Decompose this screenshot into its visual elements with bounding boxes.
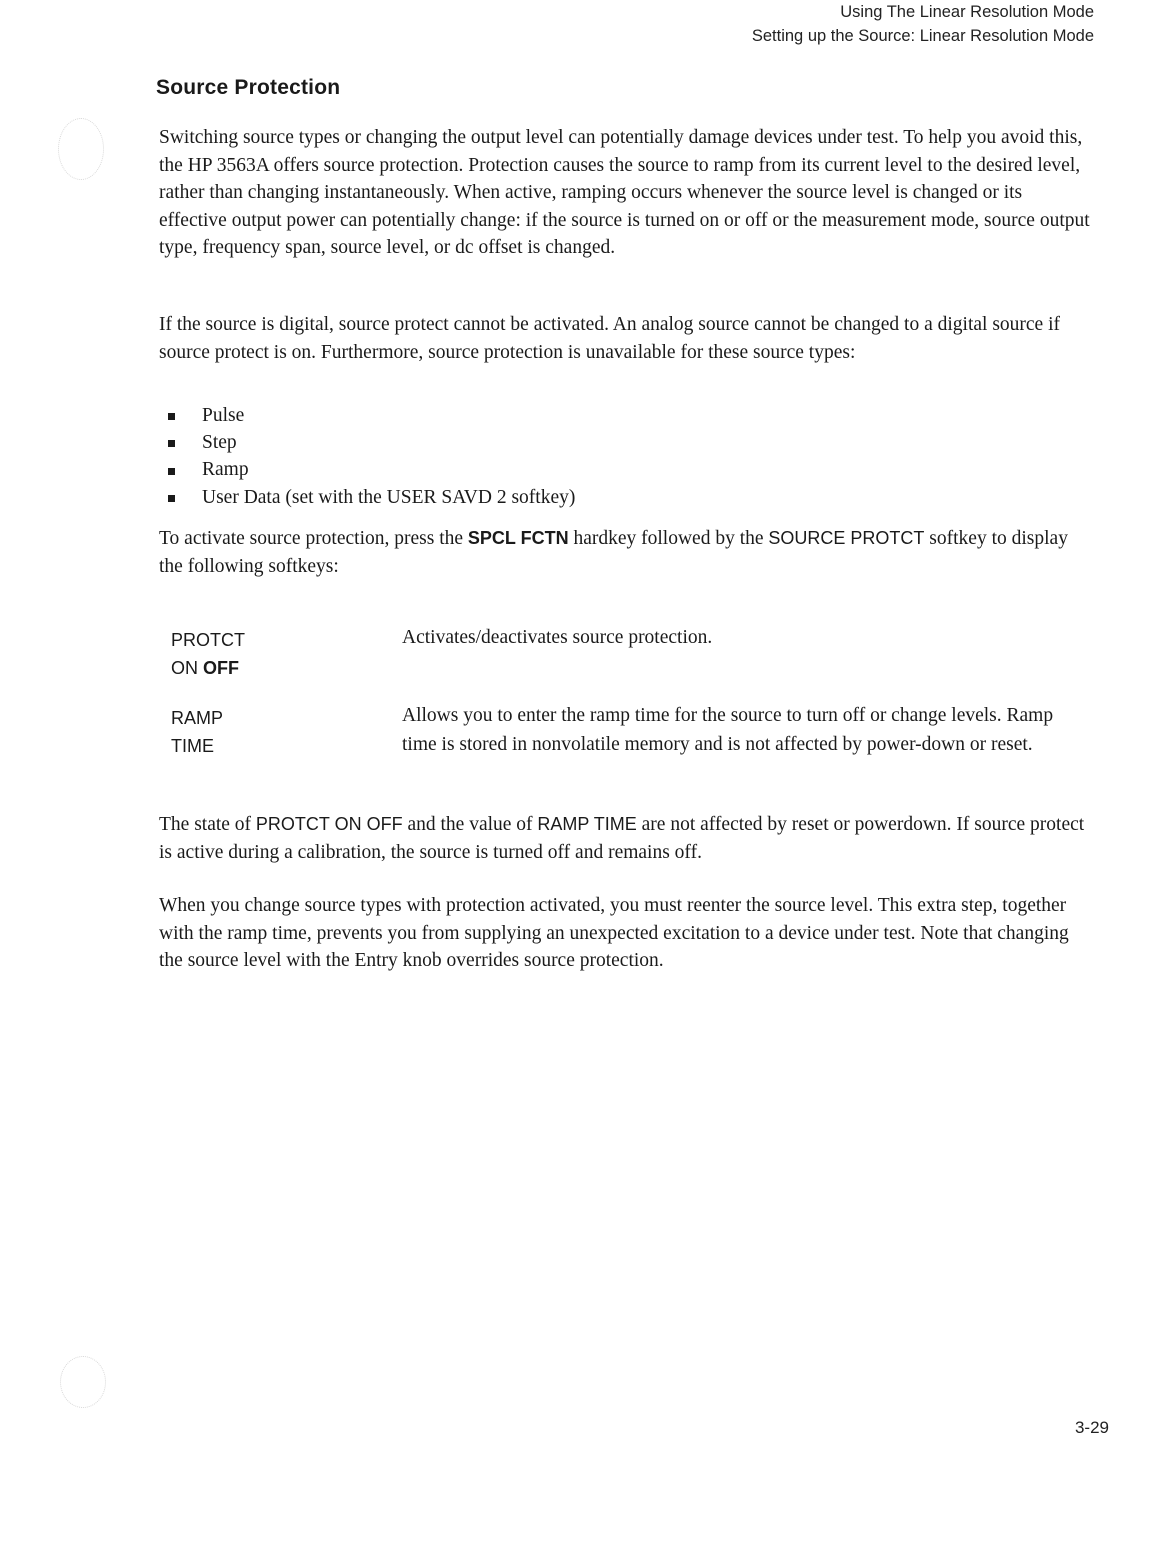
softkey-description: Activates/deactivates source protection.: [402, 627, 713, 648]
softkey-ramp-time: RAMP TIME: [537, 814, 637, 834]
source-change-paragraph: When you change source types with protection activated, you must reenter the source level. This extra step, together with the ramp time, prevents you from supplying an unexpected excitation to a device under test. Note that changing the source level with the Entry knob overrides source protection.: [159, 895, 1069, 971]
running-head: [752, 0, 1094, 48]
softkey-protct-on-off: PROTCT ON OFF: [255, 814, 403, 834]
softkey-source-protct: SOURCE PROTCT: [768, 528, 925, 548]
list-item-text: Step: [202, 432, 237, 454]
softkey-description: Allows you to enter the ramp time for the source to turn off or change levels. Ramp time is stored in nonvolatile memory and is not affected by power-down or reset.: [402, 705, 1054, 755]
state-text-before: The state of: [159, 814, 256, 835]
softkey-label-line: TIME: [171, 736, 214, 756]
softkey-label-line: PROTCT: [171, 630, 245, 650]
softkey-label: [171, 626, 371, 682]
list-item: [168, 456, 575, 483]
state-paragraph: [159, 811, 1094, 866]
list-item-text: Ramp: [202, 459, 249, 481]
softkey-label-line: [171, 654, 371, 682]
binder-hole-mark: [58, 118, 104, 180]
state-text-middle: and the value of: [402, 814, 538, 835]
activation-text-after: softkey to display the following softkeys:: [159, 528, 1068, 577]
activation-text-before: To activate source protection, press the: [159, 528, 468, 549]
unavailable-source-types-list: [168, 402, 575, 511]
digital-source-paragraph: If the source is digital, source protect cannot be activated. An analog source cannot be changed to a digital source if source protect is on. Furthermore, source protection is unavailable for these source types:: [159, 314, 1060, 363]
binder-hole-mark: [60, 1356, 106, 1408]
bullet-icon: [168, 413, 175, 420]
bullet-icon: [168, 468, 175, 475]
state-text-after: are not affected by reset or powerdown. If source protect is active during a calibration, the source is turned off and remains off.: [159, 814, 1085, 863]
list-item: [168, 429, 575, 456]
bullet-icon: [168, 440, 175, 447]
running-head-section: Setting up the Source: Linear Resolution Mode: [751, 27, 1094, 45]
softkey-on-label: ON: [171, 658, 204, 678]
softkey-label: [171, 704, 371, 760]
bullet-icon: [168, 495, 175, 502]
intro-paragraph: Switching source types or changing the output level can potentially damage devices under test. To help you avoid this, the HP 3563A offers source protection. Protection causes the source to ramp from its current level to the desired level, rather than changing instantaneously. When active, ramping occurs whenever the source level is changed or its effective output power can potentially change: if the source is turned on or off or the measurement mode, source output type, frequency span, source level, or dc offset is changed.: [159, 127, 1090, 258]
hardkey-spcl-fctn: SPCL FCTN: [467, 528, 569, 548]
activation-paragraph: [159, 525, 1094, 580]
softkey-label-line: RAMP: [171, 708, 224, 728]
softkey-off-label: OFF: [203, 658, 240, 678]
section-title: Source Protection: [156, 76, 341, 99]
running-head-chapter: Using The Linear Resolution Mode: [840, 3, 1094, 21]
list-item-text: User Data (set with the USER SAVD 2 softkey): [202, 486, 576, 508]
list-item: [168, 402, 575, 429]
page-number: 3-29: [1074, 1418, 1109, 1437]
activation-text-middle: hardkey followed by the: [568, 528, 769, 549]
list-item: [168, 484, 575, 511]
list-item-text: Pulse: [202, 405, 245, 426]
